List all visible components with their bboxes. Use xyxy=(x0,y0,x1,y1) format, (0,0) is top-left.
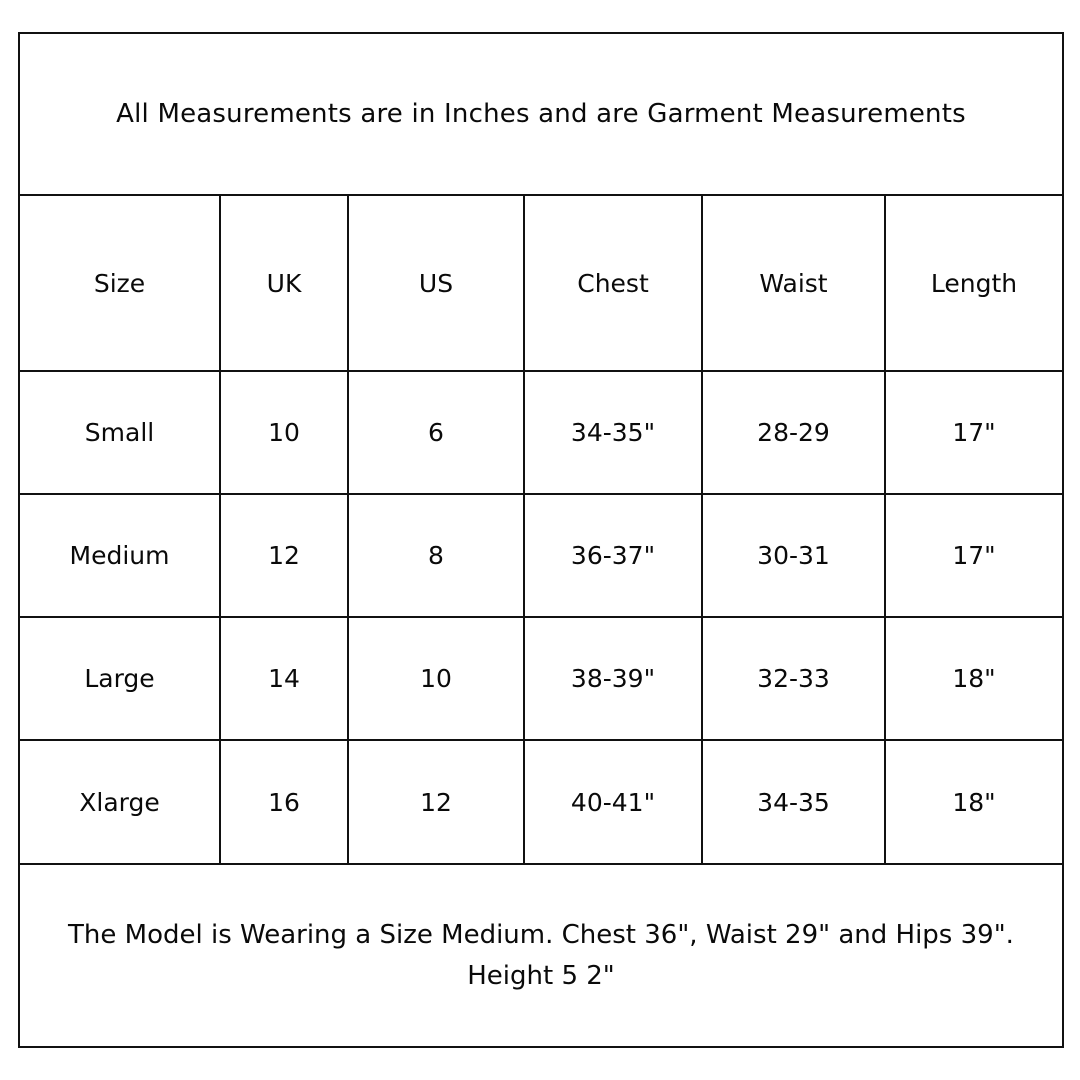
table-row xyxy=(20,617,1062,740)
column-header-size: Size xyxy=(20,196,220,371)
cell-us: 12 xyxy=(348,740,524,863)
cell-size: Medium xyxy=(20,494,220,617)
cell-chest: 36-37" xyxy=(524,494,702,617)
column-header-length: Length xyxy=(885,196,1062,371)
model-info-footer-text: The Model is Wearing a Size Medium. Chest 36", Waist 29" and Hips 39". Height 5 2" xyxy=(68,920,1014,991)
column-header-chest: Chest xyxy=(524,196,702,371)
cell-uk: 16 xyxy=(220,740,348,863)
model-info-footer xyxy=(20,863,1062,1046)
cell-size: Large xyxy=(20,617,220,740)
column-header-us: US xyxy=(348,196,524,371)
cell-uk: 10 xyxy=(220,371,348,494)
measurements-note-header xyxy=(20,34,1062,196)
table-row xyxy=(20,740,1062,863)
table-header-row xyxy=(20,196,1062,371)
size-chart-container xyxy=(18,32,1064,1048)
cell-uk: 12 xyxy=(220,494,348,617)
cell-waist: 34-35 xyxy=(702,740,885,863)
column-header-waist: Waist xyxy=(702,196,885,371)
cell-size: Small xyxy=(20,371,220,494)
cell-us: 8 xyxy=(348,494,524,617)
cell-us: 10 xyxy=(348,617,524,740)
column-header-uk: UK xyxy=(220,196,348,371)
cell-us: 6 xyxy=(348,371,524,494)
cell-length: 18" xyxy=(885,617,1062,740)
size-chart-table xyxy=(20,196,1062,863)
cell-chest: 38-39" xyxy=(524,617,702,740)
cell-waist: 32-33 xyxy=(702,617,885,740)
cell-size: Xlarge xyxy=(20,740,220,863)
cell-length: 17" xyxy=(885,371,1062,494)
cell-chest: 34-35" xyxy=(524,371,702,494)
cell-uk: 14 xyxy=(220,617,348,740)
table-row xyxy=(20,371,1062,494)
cell-waist: 28-29 xyxy=(702,371,885,494)
cell-chest: 40-41" xyxy=(524,740,702,863)
cell-length: 17" xyxy=(885,494,1062,617)
measurements-note-header-text: All Measurements are in Inches and are Garment Measurements xyxy=(116,99,966,129)
table-row xyxy=(20,494,1062,617)
cell-waist: 30-31 xyxy=(702,494,885,617)
cell-length: 18" xyxy=(885,740,1062,863)
